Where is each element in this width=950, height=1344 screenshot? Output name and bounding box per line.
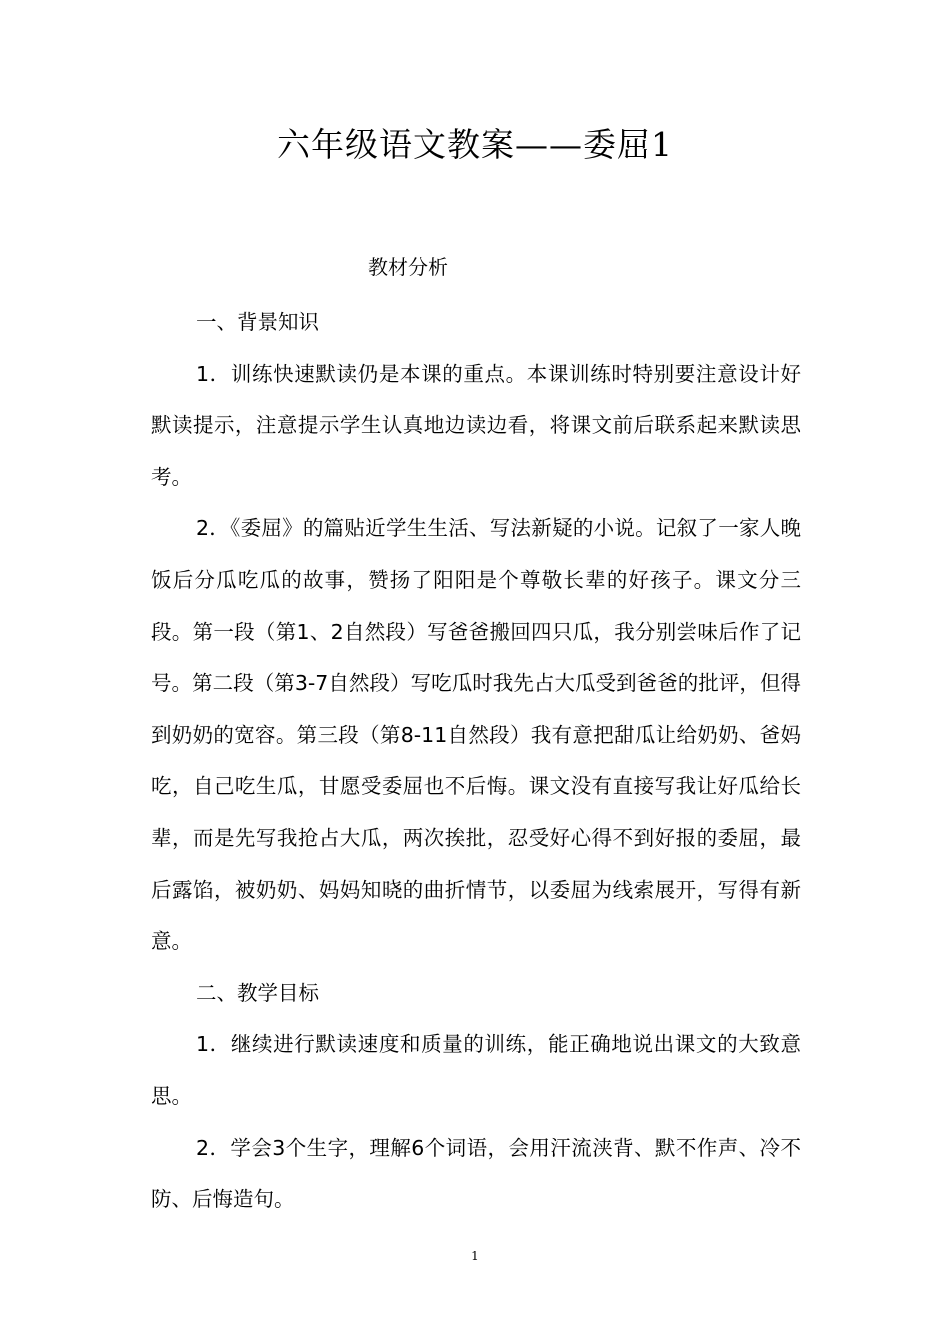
paragraph-1: 1．训练快速默读仍是本课的重点。本课训练时特别要注意设计好默读提示，注意提示学生认真地边读边看，将课文前后联系起来默读思考。	[151, 361, 801, 489]
page-number: 1	[471, 1249, 479, 1263]
heading-background: 一、背景知识	[196, 310, 319, 334]
goal-2: 2．学会3个生字，理解6个词语，会用汗流浃背、默不作声、冷不防、后悔造句。	[151, 1135, 801, 1212]
document-body	[151, 297, 801, 1226]
paragraph-2: 2．《委屈》的篇贴近学生生活、写法新疑的小说。记叙了一家人晚饭后分瓜吃瓜的故事，赞扬了阳阳是个尊敬长辈的好孩子。课文分三段。第一段（第1、2自然段）写爸爸搬回四只瓜，我分别尝味后作了记号。第二段（第3-7自然段）写吃瓜时我先占大瓜受到爸爸的批评，但得到奶奶的宽容。第三段（第8-11自然段）我有意把甜瓜让给奶奶、爸妈吃，自己吃生瓜，甘愿受委屈也不后悔。课文没有直接写我让好瓜给长辈，而是先写我抢占大瓜，两次挨批，忍受好心得不到好报的委屈，最后露馅，被奶奶、妈妈知晓的曲折情节，以委屈为线索展开，写得有新意。	[151, 516, 801, 954]
document-title: 六年级语文教案——委屈1	[277, 125, 673, 164]
goal-1: 1．继续进行默读速度和质量的训练，能正确地说出课文的大致意思。	[151, 1032, 801, 1108]
section-heading: 教材分析	[368, 255, 448, 279]
heading-teaching-goals: 二、教学目标	[196, 980, 319, 1005]
